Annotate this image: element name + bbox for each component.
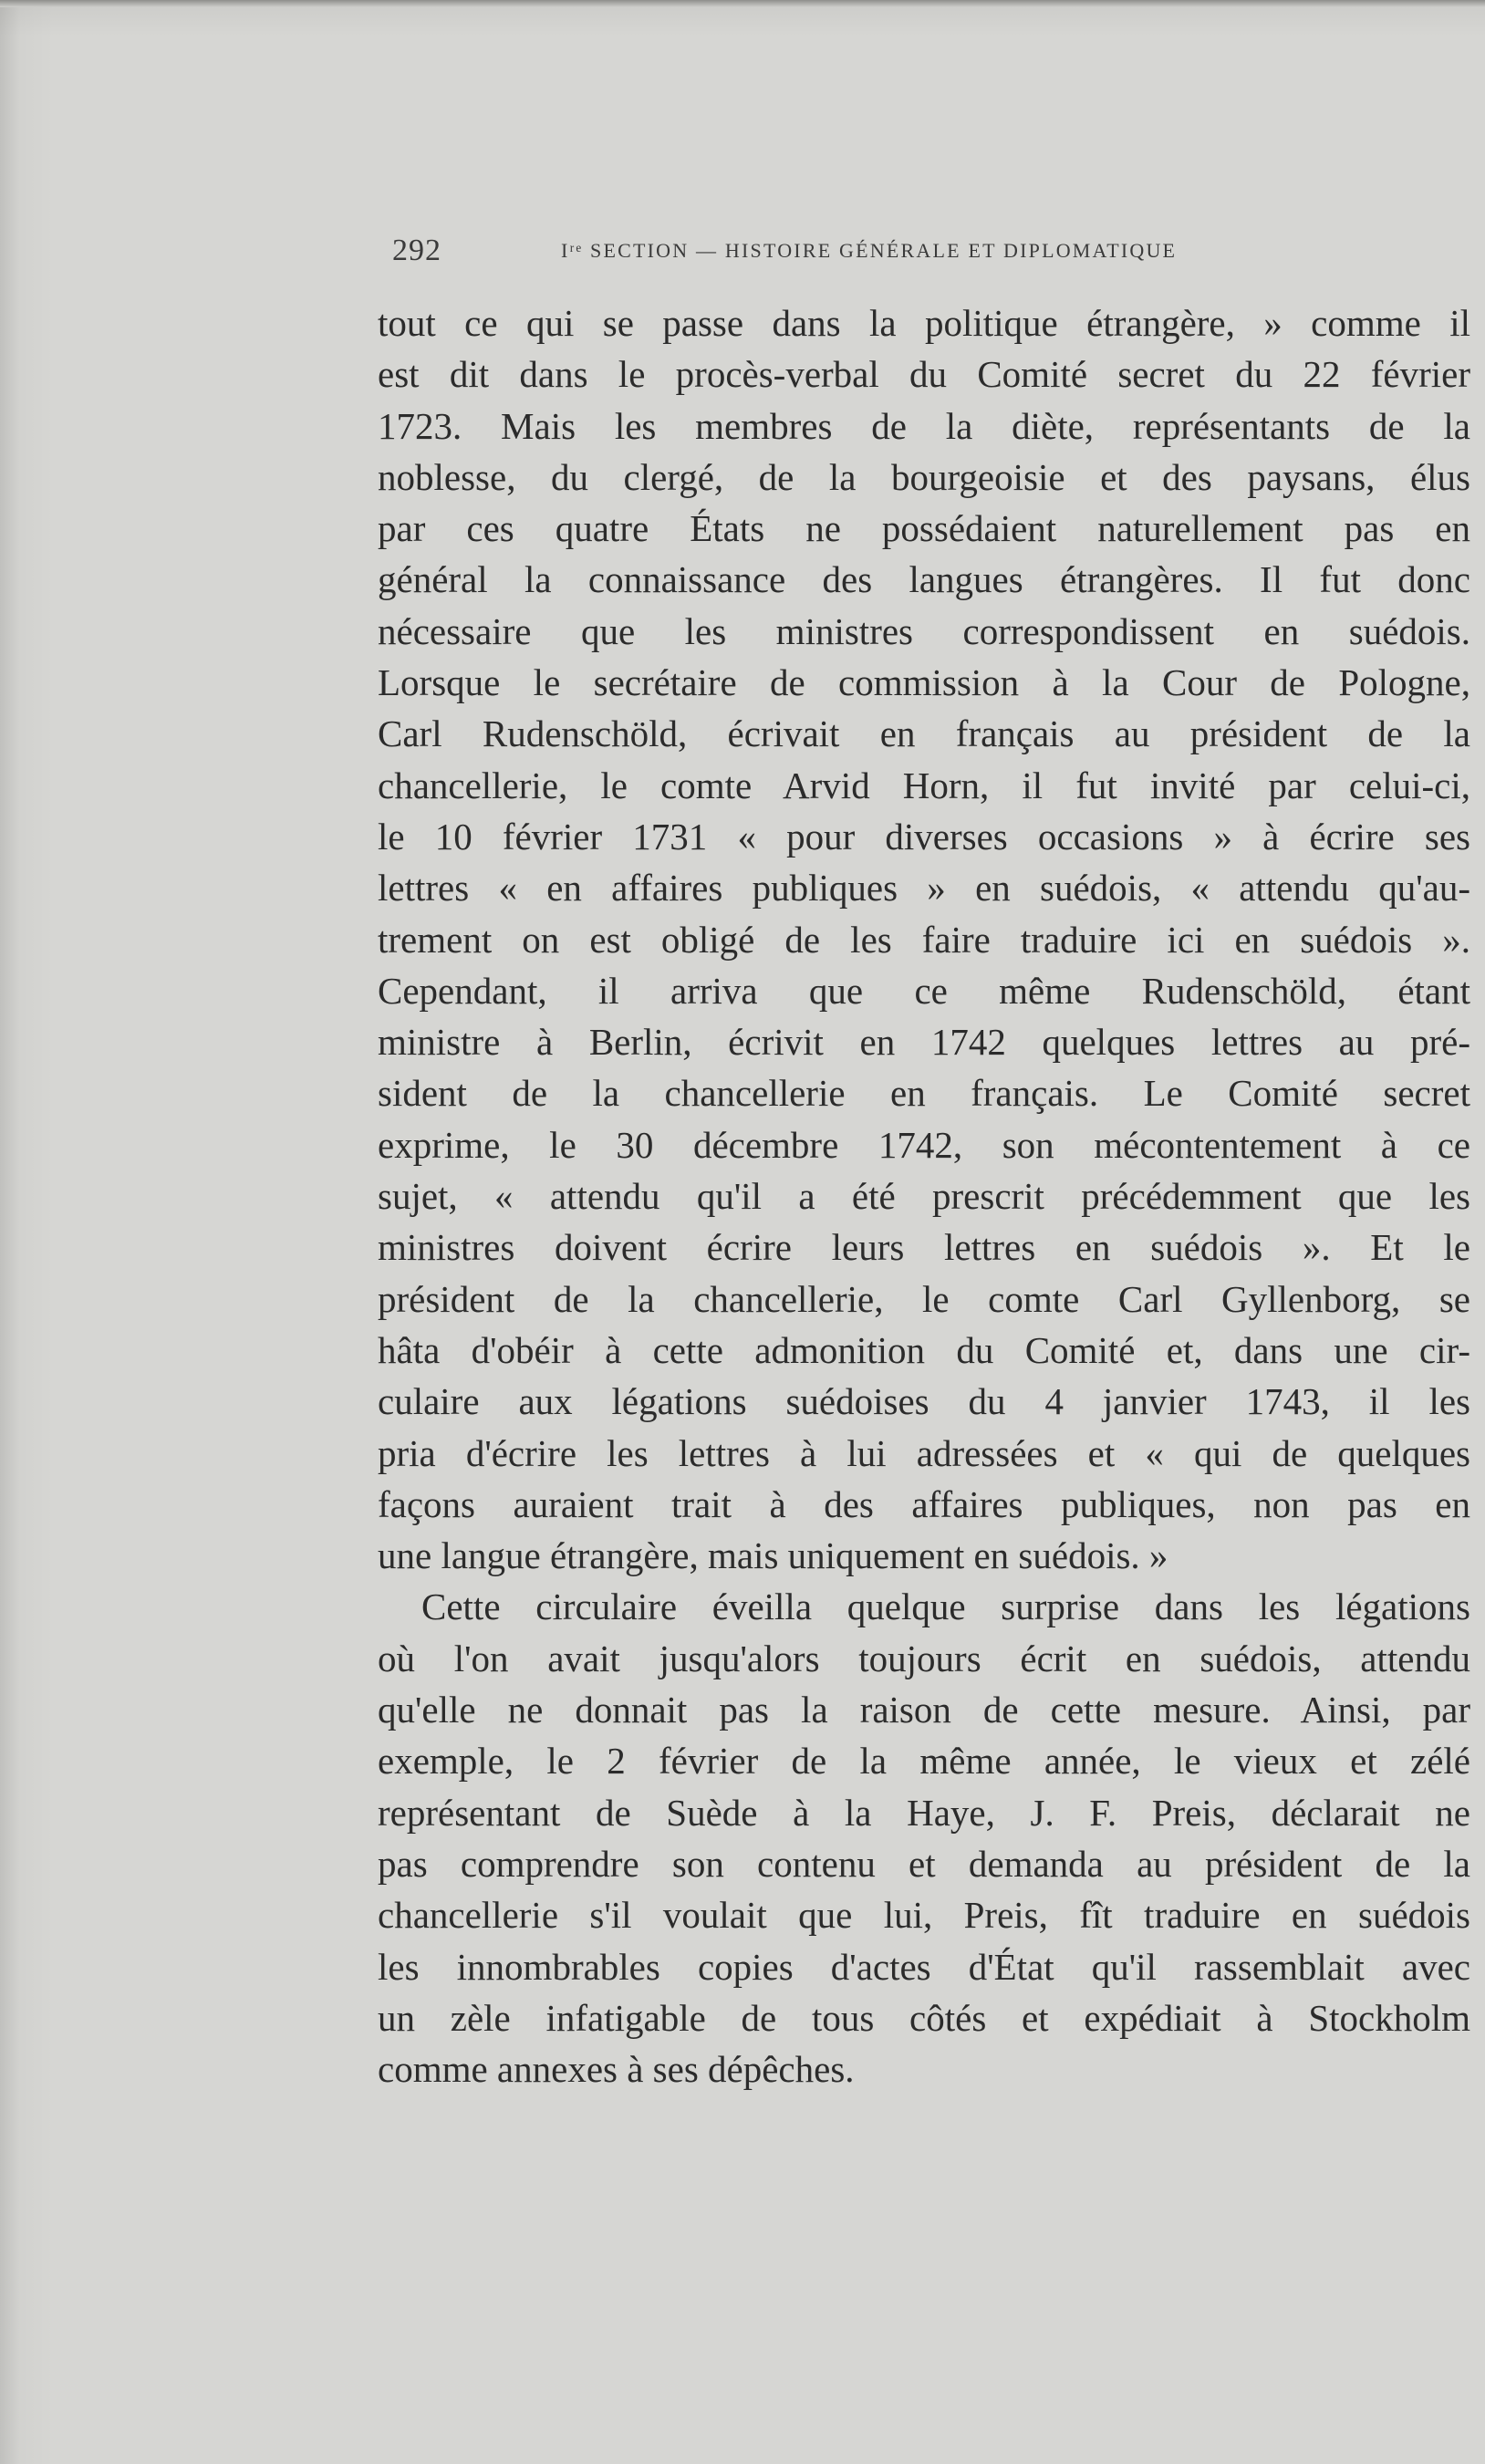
page-number: 292	[392, 234, 441, 267]
text-line: exemple, le 2 février de la même année, le vieux et zélé	[378, 1740, 1470, 1783]
text-line: général la connaissance des langues étrangères. Il fut donc	[378, 558, 1470, 601]
paragraph-1	[378, 297, 1470, 1581]
text-line: une langue étrangère, mais uniquement en suédois. »	[378, 1534, 1168, 1577]
text-line: par ces quatre États ne possédaient naturellement pas en	[378, 507, 1470, 550]
text-line: un zèle infatigable de tous côtés et expédiait à Stockholm	[378, 1996, 1470, 2039]
text-line: est dit dans le procès-verbal du Comité secret du 22 février	[378, 353, 1470, 396]
text-line: 1723. Mais les membres de la diète, représentants de la	[378, 404, 1470, 447]
text-line: Lorsque le secrétaire de commission à la Cour de Pologne,	[378, 661, 1470, 704]
text-line: qu'elle ne donnait pas la raison de cette mesure. Ainsi, par	[378, 1689, 1470, 1731]
text-line: comme annexes à ses dépêches.	[378, 2048, 855, 2091]
paragraph-2	[378, 1581, 1470, 2095]
text-line: ministre à Berlin, écrivit en 1742 quelques lettres au pré-	[378, 1021, 1470, 1064]
text-line: représentant de Suède à la Haye, J. F. Preis, déclarait ne	[378, 1791, 1470, 1834]
text-line: pas comprendre son contenu et demanda au président de la	[378, 1842, 1470, 1885]
text-line: ministres doivent écrire leurs lettres en suédois ». Et le	[378, 1226, 1470, 1269]
text-line: lettres « en affaires publiques » en suédois, « attendu qu'au-	[378, 867, 1470, 910]
text-line: chancellerie, le comte Arvid Horn, il fut invité par celui-ci,	[378, 764, 1470, 806]
text-line: Cette circulaire éveilla quelque surprise dans les légations	[421, 1585, 1470, 1628]
text-line: façons auraient trait à des affaires publiques, non pas en	[378, 1482, 1470, 1525]
text-line: le 10 février 1731 « pour diverses occasions » à écrire ses	[378, 815, 1470, 858]
section-title: Iʳᵉ SECTION — HISTOIRE GÉNÉRALE ET DIPLOMATIQUE	[561, 239, 1178, 262]
text-line: trement on est obligé de les faire traduire ici en suédois ».	[378, 918, 1470, 961]
text-line: culaire aux légations suédoises du 4 janvier 1743, il les	[378, 1380, 1470, 1423]
text-line: Carl Rudenschöld, écrivait en français au président de la	[378, 712, 1470, 755]
text-line: sujet, « attendu qu'il a été prescrit précédemment que les	[378, 1175, 1470, 1218]
text-line: sident de la chancellerie en français. Le Comité secret	[378, 1072, 1470, 1115]
text-line: hâta d'obéir à cette admonition du Comité et, dans une cir-	[378, 1328, 1470, 1371]
text-line: chancellerie s'il voulait que lui, Preis, fît traduire en suédois	[378, 1894, 1470, 1937]
text-line: Cependant, il arriva que ce même Rudenschöld, étant	[378, 969, 1470, 1012]
running-head	[392, 234, 1314, 270]
page-top-edge	[0, 0, 1485, 7]
body-text	[378, 297, 1470, 2095]
text-line: tout ce qui se passe dans la politique étrangère, » comme il	[378, 302, 1470, 344]
text-line: où l'on avait jusqu'alors toujours écrit en suédois, attendu	[378, 1637, 1470, 1679]
text-line: exprime, le 30 décembre 1742, son mécontentement à ce	[378, 1123, 1470, 1166]
text-line: pria d'écrire les lettres à lui adressées et « qui de quelques	[378, 1431, 1470, 1474]
text-line: président de la chancellerie, le comte Carl Gyllenborg, se	[378, 1277, 1470, 1320]
text-line: les innombrables copies d'actes d'État qu'il rassemblait avec	[378, 1945, 1470, 1988]
text-line: noblesse, du clergé, de la bourgeoisie et des paysans, élus	[378, 455, 1470, 498]
text-line: nécessaire que les ministres correspondissent en suédois.	[378, 609, 1470, 652]
